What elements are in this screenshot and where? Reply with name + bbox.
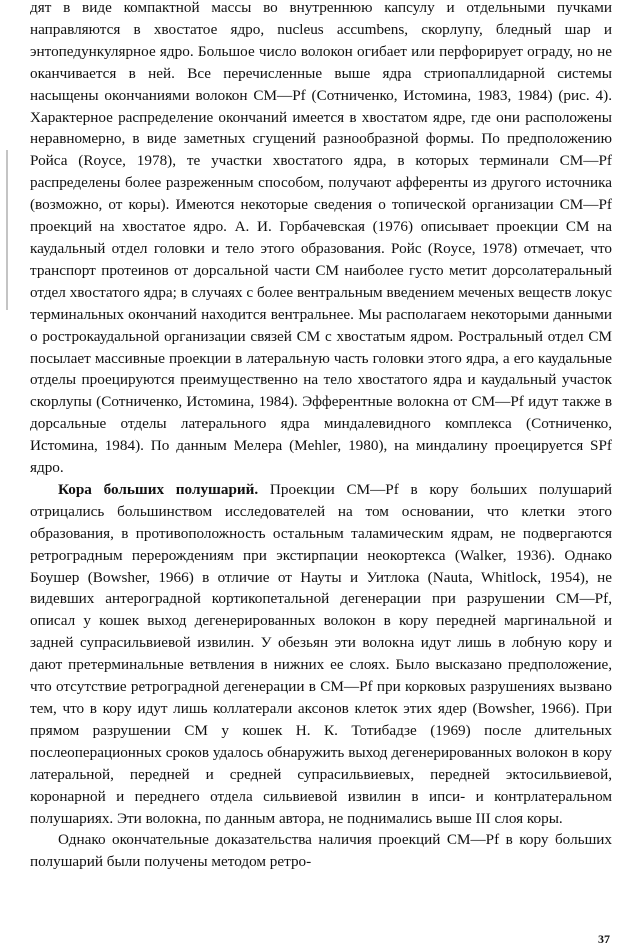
section-heading: Кора больших полушарий. xyxy=(58,480,259,498)
page-number: 37 xyxy=(598,932,610,946)
paragraph-3: Однако окончательные доказательства наличия проекций СМ—Pf в кору больших полушарий были получены методом ретро- xyxy=(30,831,612,871)
paragraph-2 xyxy=(30,479,612,830)
paragraph-2-text: Проекции СМ—Pf в кору больших полушарий отрицались большинством исследователей на том основании, что клетки этого образования, в противоположность остальным таламическим ядрам, не подвергаются ретроградным перерождениям при экстирпации неокортекса (Walker, 1936). Однако Боушер (Bowsher, 1966) в отличие от Науты и Уитлока (Nauta, Whitlock, 1954), не видевших антероградной кортикопетальной дегенерации при разрушении СМ—Pf, описал у кошек выход дегенерированных волокон в кору передней маргинальной и задней супрасильвиевой извилин. У обезьян эти волокна идут лишь в лобную кору и дают претерминальные ветвления в нижних ее слоях. Было высказано предположение, что отсутствие ретроградной дегенерации в СМ—Pf при корковых разрушениях вызвано тем, что в кору идут лишь коллатерали аксонов клеток этих ядер (Bowsher, 1966). При прямом разрушении СМ у кошек Н. К. Тотибадзе (1969) после длительных послеоперационных сроков удалось обнаружить выход дегенерированных волокон в кору латеральной, передней и средней супрасильвиевых, передней эктосильвиевой, коронарной и переднего отдела сильвиевой извилин в ипси- и контрлатеральном полушариях. Эти волокна, по данным автора, не поднимались выше III слоя коры. xyxy=(30,480,612,827)
paragraph-1: дят в виде компактной массы во внутреннюю капсулу и отдельными пучками направляются в хвостатое ядро, nucleus accumbens, скорлупу, бледный шар и энтопедункулярное ядро. Большое число волокон огибает или перфорирует ограду, но не оканчивается в ней. Все перечисленные выше ядра стриопаллидарной системы насыщены окончаниями волокон СМ—Pf (Сотниченко, Истомина, 1983, 1984) (рис. 4). Характерное распределение окончаний имеется в хвостатом ядре, где они расположены неравномерно, в виде заметных сгущений разнообразной формы. По предположению Ройса (Royce, 1978), те участки хвостатого ядра, в которых терминали СМ—Pf распределены более разреженным способом, получают афференты из другого источника (возможно, от коры). Имеются некоторые сведения о топической организации СМ—Pf проекций на хвостатое ядро. А. И. Горбачевская (1976) описывает проекции СМ на каудальный отдел головки и тело этого образования. Ройс (Royce, 1978) отмечает, что транспорт протеинов от дорсальной части СМ наиболее густо метит дорсолатеральный отдел хвостатого ядра; в случаях с более вентральным введением меченых веществ локус терминальных окончаний находится вентральнее. Мы располагаем некоторыми данными о рострокаудальной организации связей СМ с хвостатым ядром. Ростральный отдел СМ посылает массивные проекции в латеральную часть головки этого ядра, а его каудальные отделы проецируются преимущественно на тело хвостатого ядра и каудальный участок скорлупы (Сотниченко, Истомина, 1984). Эфферентные волокна от СМ—Pf идут также в дорсальные отделы латерального ядра миндалевидного комплекса (Сотниченко, Истомина, 1984). По данным Мелера (Mehler, 1980), на миндалину проецируется SPf ядро. xyxy=(30,0,612,477)
text-column xyxy=(30,0,612,873)
scan-edge-mark xyxy=(6,150,8,310)
